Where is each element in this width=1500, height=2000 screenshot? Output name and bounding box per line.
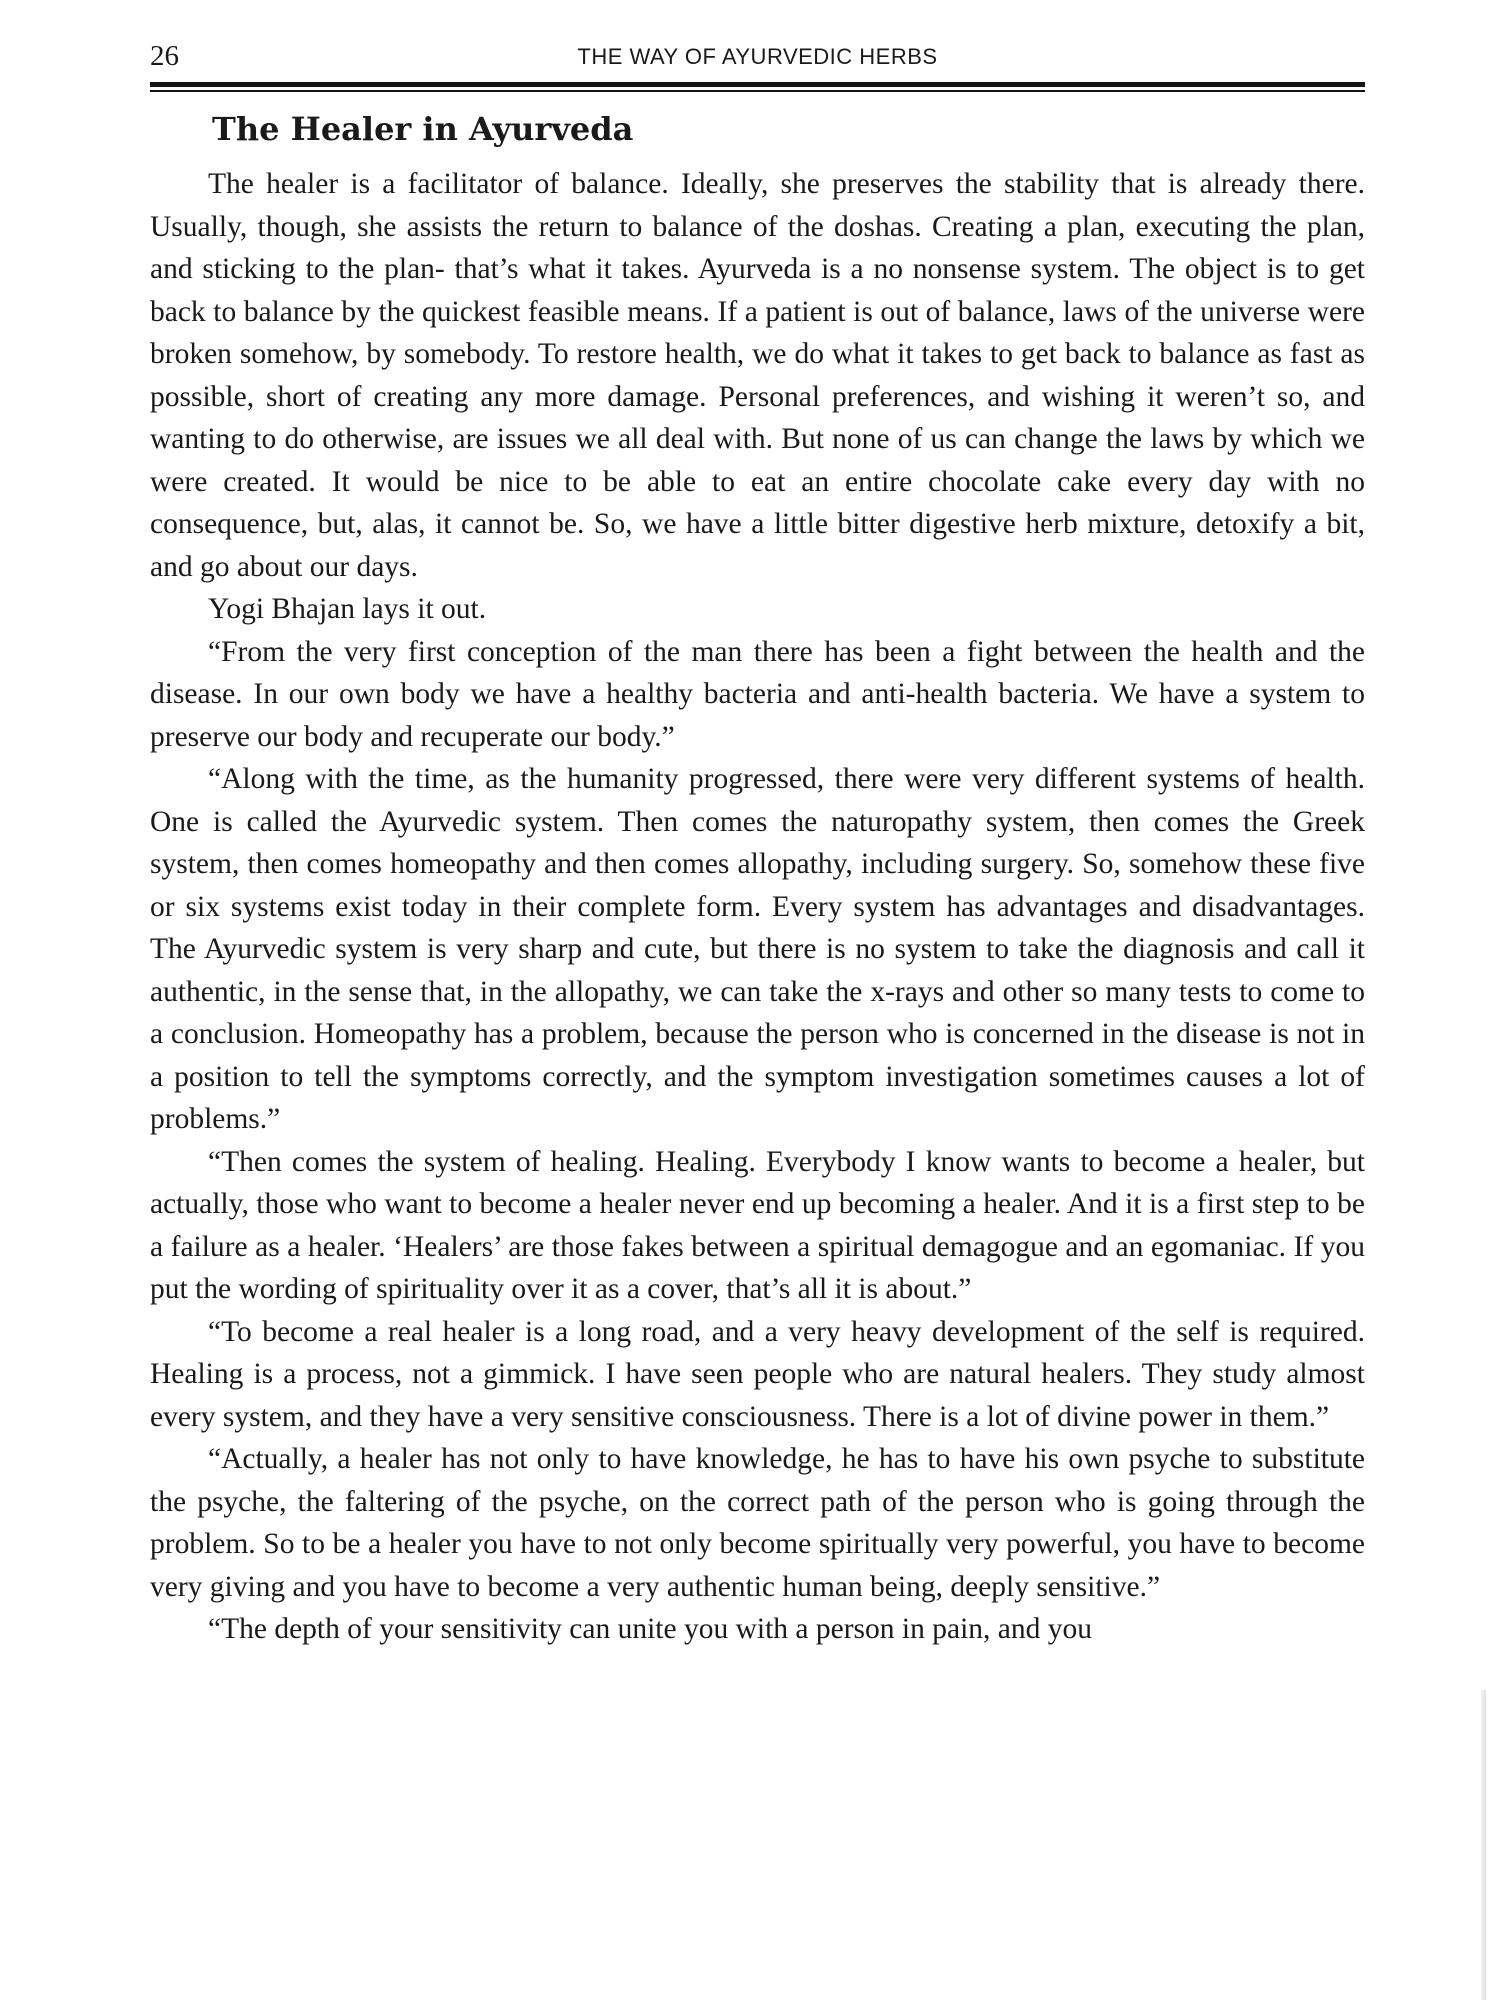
header-rule-thin (150, 90, 1365, 92)
quote-paragraph: “From the very first conception of the man there has been a fight between the health and the disease. In our own body we have a healthy bacteria and anti-health bacteria. We have a system to preserve our body and recuperate our body.” (150, 635, 1365, 753)
body-text (150, 163, 1365, 1651)
paragraph: Yogi Bhajan lays it out. (208, 593, 487, 625)
section-title: The Healer in Ayurveda (212, 110, 634, 148)
quote-paragraph: “Along with the time, as the humanity progressed, there were very different systems of health. One is called the Ayurvedic system. Then comes the naturopathy system, then comes the Greek system, then comes homeopathy and then comes allopathy, including surgery. So, somehow these five or six systems exist today in their complete form. Every system has advantages and disadvantages. The Ayurvedic system is very sharp and cute, but there is no system to take the diagnosis and call it authentic, in the sense that, in the allopathy, we can take the x-rays and other so many tests to come to a conclusion. Homeopathy has a problem, because the person who is concerned in the disease is not in a position to tell the symptoms correctly, and the symptom investigation sometimes causes a lot of problems.” (150, 763, 1365, 1135)
quote-paragraph: “Actually, a healer has not only to have knowledge, he has to have his own psyche to substitute the psyche, the faltering of the psyche, on the correct path of the person who is going through the problem. So to be a healer you have to not only become spiritually very powerful, you have to become very giving and you have to become a very authentic human being, deeply sensitive.” (150, 1443, 1365, 1603)
paragraph: The healer is a facilitator of balance. Ideally, she preserves the stability that is already there. Usually, though, she assists the return to balance of the doshas. Creating a plan, executing the plan, and sticking to the plan- that’s what it takes. Ayurveda is a no nonsense system. The object is to get back to balance by the quickest feasible means. If a patient is out of balance, laws of the universe were broken somehow, by somebody. To restore health, we do what it takes to get back to balance as fast as possible, short of creating any more damage. Personal preferences, and wishing it weren’t so, and wanting to do otherwise, are issues we all deal with. But none of us can change the laws by which we were created. It would be nice to be able to eat an entire chocolate cake every day with no consequence, but, alas, it cannot be. So, we have a little bitter digestive herb mixture, detoxify a bit, and go about our days. (150, 168, 1365, 583)
page-number: 26 (150, 40, 179, 72)
scan-edge-shadow (1481, 1690, 1486, 2000)
quote-paragraph: “To become a real healer is a long road, and a very heavy development of the self is required. Healing is a process, not a gimmick. I have seen people who are natural healers. They study almost every system, and they have a very sensitive consciousness. There is a lot of divine power in them.” (150, 1315, 1365, 1433)
quote-paragraph: “Then comes the system of healing. Healing. Everybody I know wants to become a healer, but actually, those who want to become a healer never end up becoming a healer. And it is a first step to be a failure as a healer. ‘Healers’ are those fakes between a spiritual demagogue and an egomaniac. If you put the wording of spirituality over it as a cover, that’s all it is about.” (150, 1145, 1365, 1305)
header-rule-thick (150, 82, 1365, 87)
running-head: THE WAY OF AYURVEDIC HERBS (577, 44, 938, 69)
page-header (150, 38, 1365, 82)
quote-paragraph: “The depth of your sensitivity can unite you with a person in pain, and you (208, 1613, 1092, 1645)
